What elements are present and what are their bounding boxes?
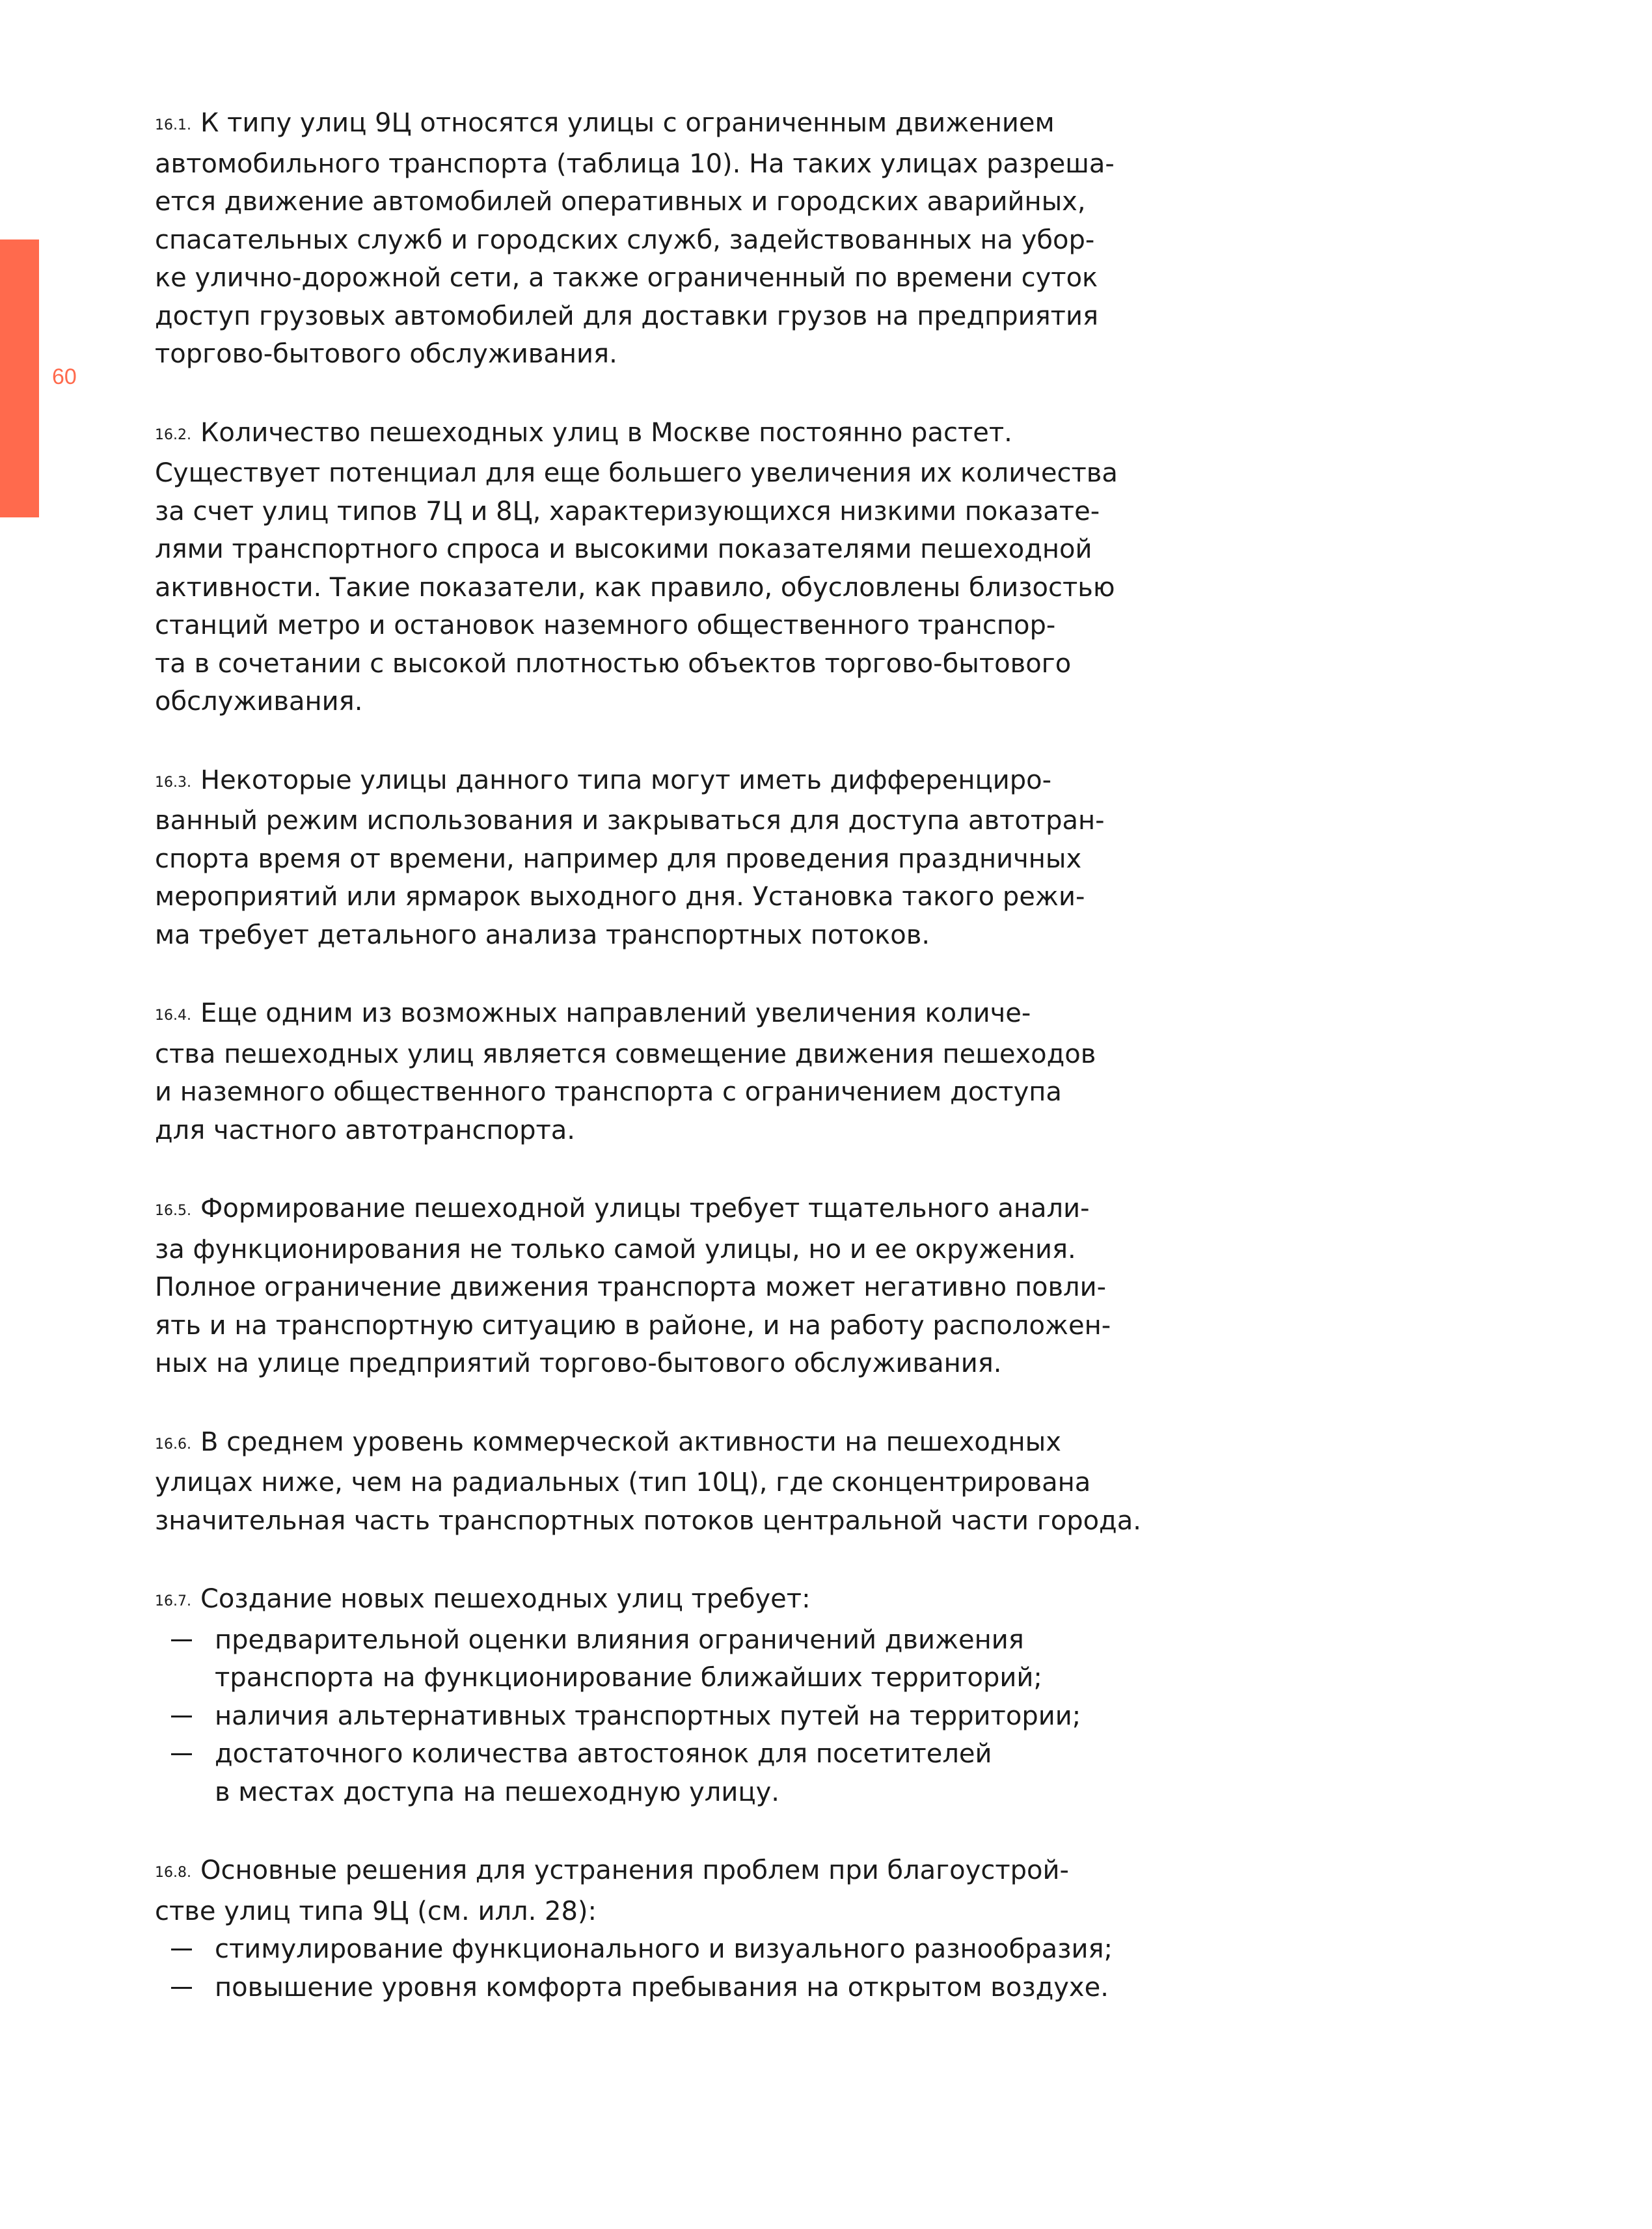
dash-bullet-icon bbox=[171, 1716, 192, 1717]
line-text: Создание новых пешеходных улиц требует: bbox=[200, 1584, 811, 1614]
list-item-line: транспорта на функционирование ближайших территорий; bbox=[215, 1663, 1042, 1693]
paragraph-line bbox=[155, 1035, 1144, 1074]
section-number: 16.8. bbox=[155, 1865, 191, 1881]
line-text: и наземного общественного транспорта с ограничением доступа bbox=[155, 1077, 1062, 1107]
paragraph-line bbox=[155, 1464, 1144, 1502]
paragraph-line bbox=[155, 1852, 1144, 1893]
line-text: значительная часть транспортных потоков центральной части города. bbox=[155, 1505, 1141, 1536]
line-text: ется движение автомобилей оперативных и городских аварийных, bbox=[155, 187, 1086, 217]
section-number: 16.2. bbox=[155, 426, 191, 443]
section-number: 16.3. bbox=[155, 774, 191, 791]
line-text: та в сочетании с высокой плотностью объектов торгово-бытового bbox=[155, 648, 1072, 679]
dash-bullet-icon bbox=[171, 1949, 192, 1950]
list-item bbox=[153, 1969, 1144, 2007]
line-text: мероприятий или ярмарок выходного дня. Установка такого режи- bbox=[155, 882, 1085, 912]
list-item-line: в местах доступа на пешеходную улицу. bbox=[215, 1777, 779, 1807]
paragraph-line bbox=[155, 335, 1144, 374]
section-number: 16.5. bbox=[155, 1203, 191, 1219]
paragraph-line bbox=[155, 1231, 1144, 1269]
list-item-line: повышение уровня комфорта пребывания на открытом воздухе. bbox=[215, 1972, 1109, 2003]
list-item bbox=[153, 1697, 1144, 1736]
paragraph-line bbox=[155, 878, 1144, 916]
line-text: улицах ниже, чем на радиальных (тип 10Ц), где сконцентрирована bbox=[155, 1468, 1091, 1497]
line-text: Основные решения для устранения проблем при благоустрой- bbox=[200, 1855, 1069, 1885]
paragraph-line bbox=[155, 1345, 1144, 1383]
section-7 bbox=[155, 1580, 1144, 1811]
line-text: обслуживания. bbox=[155, 687, 363, 717]
paragraph-line bbox=[155, 994, 1144, 1035]
line-text: за счет улиц типов 7Ц и 8Ц, характеризующихся низкими показате- bbox=[155, 496, 1100, 526]
list-item-line: наличия альтернативных транспортных путей на территории; bbox=[215, 1701, 1081, 1731]
section-number: 16.4. bbox=[155, 1007, 191, 1024]
list-item bbox=[153, 1621, 1144, 1697]
list-item-line: предварительной оценки влияния ограничений движения bbox=[215, 1624, 1024, 1655]
line-text: Количество пешеходных улиц в Москве постоянно растет. bbox=[200, 417, 1012, 448]
section-3 bbox=[155, 761, 1144, 955]
paragraph-line bbox=[155, 221, 1144, 260]
paragraph-line bbox=[155, 414, 1144, 455]
paragraph-line bbox=[155, 683, 1144, 721]
line-text: Некоторые улицы данного типа могут иметь дифференциро- bbox=[200, 765, 1052, 795]
line-text: ке улично-дорожной сети, а также ограниченный по времени суток bbox=[155, 263, 1098, 293]
section-1 bbox=[155, 104, 1144, 374]
dash-list bbox=[155, 1621, 1144, 1812]
dash-bullet-icon bbox=[171, 1639, 192, 1641]
list-item-line: достаточного количества автостоянок для посетителей bbox=[215, 1739, 992, 1769]
paragraph-line bbox=[155, 1893, 1144, 1931]
paragraph-line bbox=[155, 645, 1144, 683]
line-text: активности. Такие показатели, как правило, обусловлены близостью bbox=[155, 572, 1115, 603]
section-number: 16.6. bbox=[155, 1436, 191, 1453]
section-2 bbox=[155, 414, 1144, 721]
line-text: В среднем уровень коммерческой активности на пешеходных bbox=[200, 1427, 1061, 1457]
line-text: спорта время от времени, например для проведения праздничных bbox=[155, 843, 1082, 874]
paragraph-line bbox=[155, 761, 1144, 802]
line-text: автомобильного транспорта (таблица 10). На таких улицах разреша- bbox=[155, 148, 1115, 179]
paragraph-line bbox=[155, 493, 1144, 531]
paragraph-line bbox=[155, 530, 1144, 569]
paragraph-line bbox=[155, 454, 1144, 493]
line-text: Формирование пешеходной улицы требует тщательного анали- bbox=[200, 1194, 1090, 1224]
line-text: для частного автотранспорта. bbox=[155, 1115, 576, 1145]
page-number: 60 bbox=[52, 364, 77, 389]
paragraph-line bbox=[155, 104, 1144, 145]
line-text: ять и на транспортную ситуацию в районе, и на работу расположен- bbox=[155, 1310, 1111, 1341]
line-text: К типу улиц 9Ц относятся улицы с ограниченным движением bbox=[200, 108, 1055, 138]
paragraph-line bbox=[155, 607, 1144, 645]
section-4 bbox=[155, 994, 1144, 1149]
line-text: Еще одним из возможных направлений увеличения количе- bbox=[200, 998, 1031, 1028]
paragraph-line bbox=[155, 1502, 1144, 1540]
paragraph-line bbox=[155, 259, 1144, 297]
line-text: спасательных служб и городских служб, задействованных на убор- bbox=[155, 225, 1095, 255]
paragraph-line bbox=[155, 1073, 1144, 1112]
section-number: 16.1. bbox=[155, 117, 191, 133]
list-item-line: стимулирование функционального и визуального разнообразия; bbox=[215, 1934, 1113, 1964]
line-text: ванный режим использования и закрываться для доступа автотран- bbox=[155, 806, 1105, 836]
dash-list bbox=[155, 1930, 1144, 2006]
section-number: 16.7. bbox=[155, 1593, 191, 1609]
paragraph-line bbox=[155, 145, 1144, 184]
line-text: Полное ограничение движения транспорта может негативно повли- bbox=[155, 1272, 1107, 1302]
dash-bullet-icon bbox=[171, 1753, 192, 1755]
list-item bbox=[153, 1930, 1144, 1969]
section-5 bbox=[155, 1190, 1144, 1383]
paragraph-line bbox=[155, 1580, 1144, 1621]
paragraph-line bbox=[155, 916, 1144, 955]
list-item bbox=[153, 1735, 1144, 1811]
section-8 bbox=[155, 1852, 1144, 2006]
paragraph-line bbox=[155, 1423, 1144, 1464]
paragraph-line bbox=[155, 297, 1144, 336]
paragraph-line bbox=[155, 1268, 1144, 1307]
paragraph-line bbox=[155, 569, 1144, 607]
page-accent-bar bbox=[0, 239, 39, 517]
line-text: за функционирования не только самой улицы, но и ее окружения. bbox=[155, 1234, 1076, 1265]
document-body bbox=[155, 104, 1144, 2047]
section-6 bbox=[155, 1423, 1144, 1540]
line-text: лями транспортного спроса и высокими показателями пешеходной bbox=[155, 534, 1092, 564]
paragraph-line bbox=[155, 1190, 1144, 1231]
dash-bullet-icon bbox=[171, 1987, 192, 1989]
line-text: ма требует детального анализа транспортных потоков. bbox=[155, 920, 930, 950]
line-text: доступ грузовых автомобилей для доставки грузов на предприятия bbox=[155, 301, 1099, 331]
line-text: Существует потенциал для еще большего увеличения их количества bbox=[155, 458, 1118, 488]
line-text: ства пешеходных улиц является совмещение движения пешеходов bbox=[155, 1039, 1096, 1069]
line-text: торгово-бытового обслуживания. bbox=[155, 339, 617, 369]
paragraph-line bbox=[155, 802, 1144, 840]
paragraph-line bbox=[155, 1307, 1144, 1345]
line-text: стве улиц типа 9Ц (см. илл. 28): bbox=[155, 1896, 597, 1926]
paragraph-line bbox=[155, 1112, 1144, 1150]
paragraph-line bbox=[155, 840, 1144, 879]
line-text: станций метро и остановок наземного общественного транспор- bbox=[155, 610, 1056, 640]
line-text: ных на улице предприятий торгово-бытового обслуживания. bbox=[155, 1348, 1002, 1378]
paragraph-line bbox=[155, 183, 1144, 221]
